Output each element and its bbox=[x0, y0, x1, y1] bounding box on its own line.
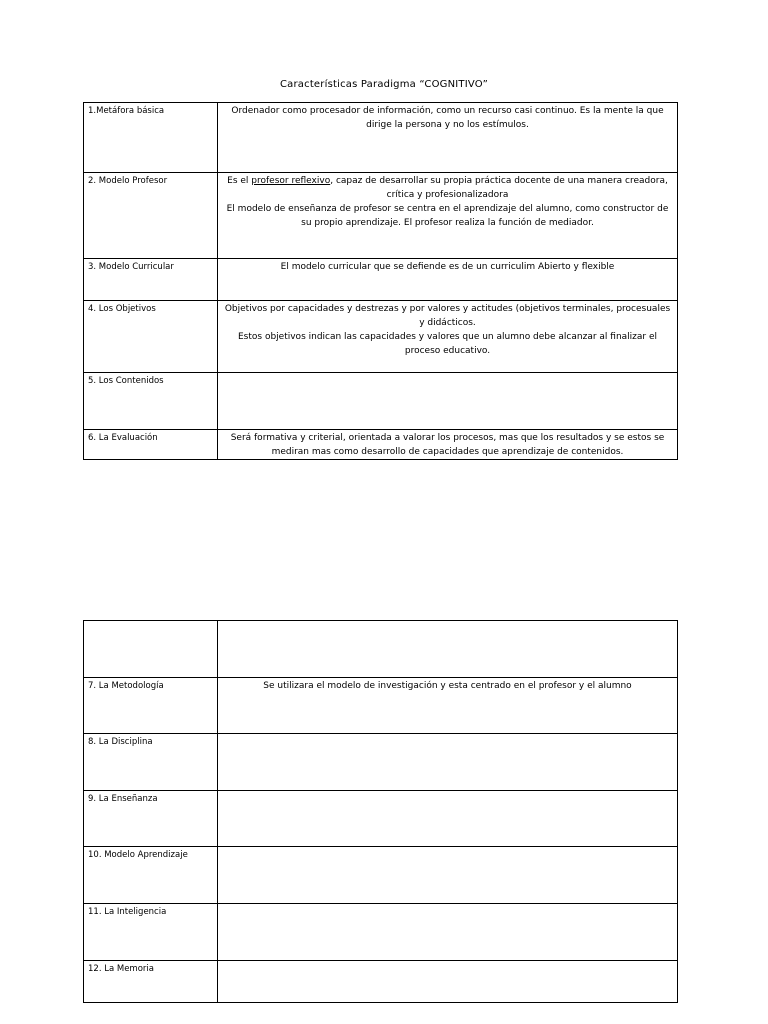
row-label: 7. La Metodología bbox=[84, 678, 218, 734]
row-content-paragraph: Será formativa y criterial, orientada a valorar los procesos, mas que los resultados y se estos se mediran mas como desarrollo de capacidades que aprendizaje de contenidos. bbox=[230, 433, 665, 457]
table-row bbox=[84, 259, 678, 301]
underlined-term: profesor reflexivo bbox=[251, 176, 331, 186]
row-content bbox=[218, 621, 678, 678]
table-row bbox=[84, 103, 678, 173]
row-content bbox=[218, 103, 678, 173]
row-label: 2. Modelo Profesor bbox=[84, 173, 218, 259]
row-content bbox=[218, 373, 678, 430]
row-content bbox=[218, 904, 678, 961]
table-row bbox=[84, 373, 678, 430]
table-row bbox=[84, 430, 678, 460]
row-content bbox=[218, 791, 678, 847]
row-label: 12. La Memoria bbox=[84, 961, 218, 1003]
characteristics-table-2 bbox=[83, 620, 678, 1003]
text-fragment: , capaz de desarrollar su propia práctica docente de una manera creadora, crítica y profesionalizadora bbox=[330, 176, 668, 200]
row-content-paragraph: Objetivos por capacidades y destrezas y por valores y actitudes (objetivos terminales, procesuales y didácticos. bbox=[224, 304, 671, 328]
row-label: 4. Los Objetivos bbox=[84, 301, 218, 373]
row-content-paragraph: El modelo de enseñanza de profesor se centra en el aprendizaje del alumno, como constructor de su propio aprendizaje. El profesor realiza la función de mediador. bbox=[226, 204, 669, 228]
row-label: 5. Los Contenidos bbox=[84, 373, 218, 430]
document-title: Características Paradigma “COGNITIVO” bbox=[279, 79, 489, 90]
row-content bbox=[218, 961, 678, 1003]
row-label: 1.Metáfora básica bbox=[84, 103, 218, 173]
row-content bbox=[218, 847, 678, 904]
row-label: 11. La Inteligencia bbox=[84, 904, 218, 961]
row-label: 10. Modelo Aprendizaje bbox=[84, 847, 218, 904]
table-row bbox=[84, 678, 678, 734]
row-content-paragraph: Estos objetivos indican las capacidades y valores que un alumno debe alcanzar al finalizar el proceso educativo. bbox=[237, 332, 658, 356]
table-row bbox=[84, 173, 678, 259]
row-label: 3. Modelo Curricular bbox=[84, 259, 218, 301]
row-content-paragraph: Ordenador como procesador de información, como un recurso casi continuo. Es la mente la que dirige la persona y no los estímulos. bbox=[231, 106, 664, 130]
row-content-paragraph: El modelo curricular que se defiende es de un curriculim Abierto y flexible bbox=[280, 262, 615, 272]
row-label: 6. La Evaluación bbox=[84, 430, 218, 460]
row-content bbox=[218, 734, 678, 791]
characteristics-table-1 bbox=[83, 102, 678, 460]
row-content bbox=[218, 259, 678, 301]
row-label: 9. La Enseñanza bbox=[84, 791, 218, 847]
row-label: 8. La Disciplina bbox=[84, 734, 218, 791]
table-row bbox=[84, 904, 678, 961]
table-row bbox=[84, 847, 678, 904]
table-row bbox=[84, 734, 678, 791]
row-content bbox=[218, 430, 678, 460]
row-content bbox=[218, 301, 678, 373]
table-row bbox=[84, 961, 678, 1003]
table-row bbox=[84, 301, 678, 373]
table-row bbox=[84, 621, 678, 678]
row-content-paragraph bbox=[224, 174, 671, 202]
row-content bbox=[218, 173, 678, 259]
row-label bbox=[84, 621, 218, 678]
row-content: Se utilizara el modelo de investigación y esta centrado en el profesor y el alumno bbox=[218, 678, 678, 734]
text-fragment: Es el bbox=[227, 176, 252, 186]
table-row bbox=[84, 791, 678, 847]
